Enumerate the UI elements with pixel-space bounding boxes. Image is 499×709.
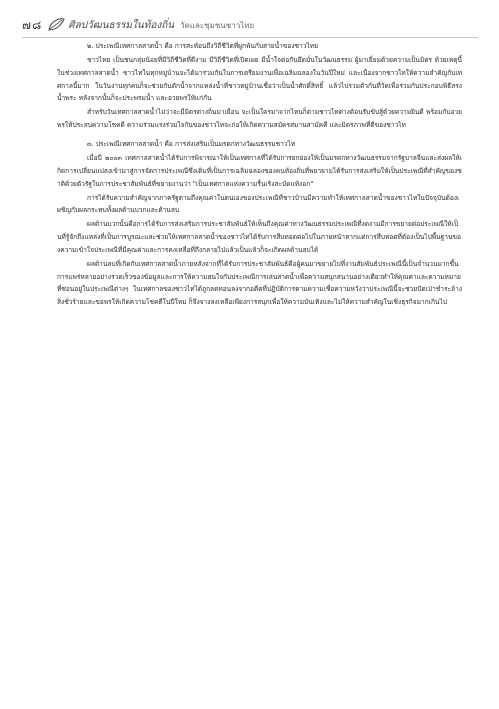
paragraph: การได้รับความสำคัญจากภาครัฐตามถึงคุณค่าในตนเองของประเพณีที่ชาวบ้านมีความทำให้เทศกาลสาดน้ำของชาวไทในปัจจุบันต้องเผชิญกับผลกระทบทั้งผลด้านบวกและด้านลบ <box>57 193 460 215</box>
body-text <box>57 40 462 310</box>
running-subtitle: วัดและชุมชนชาวไทย <box>180 20 255 30</box>
paragraph: ชาวไทย เป็นชนกลุ่มน้อยที่มีวิถีชีวิตที่ดีงาม มีวิถีชีวิตที่เปิดเผย มีน้ำใจต่อกันยึดมั่นในวัฒนธรรม ผู้มาเยี่ยมด้วยความเป็นมิตร ด้วยเหตุนี้ในช่วงเทศกาลสาดน้ำ ชาวไทในทุกหมู่บ้านจะได้มาร่วมกันในการเตรียมงานเพื่อเฉลิมฉลองในวันปีใหม่ และเนื่องจากชาวไทให้ความสำคัญกับเทศกาลนี้มาก ในวันงานทุกคนก็จะช่วยกันตักน้ำจากแหล่งน้ำที่ชาวหมู่บ้านเชื่อว่าเป็นน้ำศักดิ์สิทธิ์ แล้วไปรวมตัวกันที่วัดเพื่อร่วมกันประกอบพิธีสรงน้ำพระ หลังจากนั้นก็จะประพรมน้ำ และอวยพรให้แก่กัน <box>57 56 462 103</box>
paragraph: เมื่อปี ๒๐๐๓ เทศกาลสาดน้ำได้รับการพิจารณาให้เป็นเทศกาลที่ได้รับการยกย่องให้เป็นมรดกทางวัฒนธรรมจากรัฐบาลจีนและส่งผลให้เกิดการเปลี่ยนแปลงเข้ามาสู่การจัดการประเพณีซึ่งเดิมที่เป็นการเฉลิมฉลองของคนท้องถิ่นที่พยายามได้รับการส่งเสริมให้เป็นประเพณีที่สำคัญของชาติด้วยตัวรัฐในการประชาสัมพันธ์ที่ขยายงานว่า "เป็นเทศกาลแห่งความรื่นเริงสะบัดแท้งอก" <box>57 154 462 188</box>
paragraph: สำหรับวันเทศกาลสาดน้ำไม่ว่าจะมีมิตรต่างถิ่นมาเยือน จะเป็นใครมาจากไหนก็ตามชาวไทต่างต้อนรับขับสู้ด้วยความยินดี พร้อมกับอวยพรให้ประสบความโชคดี ความร่วมแรงร่วมใจกันของชาวไทจะก่อให้เกิดความสมัครสมานสามัคคี และมิตรภาพที่ดีของชาวไท <box>57 108 462 129</box>
leaf-ornament-icon <box>46 15 66 35</box>
section-heading-2: ๒. ประเพณีเทศกาลสาดน้ำ คือ การสะท้อนถึงวิถีชีวิตที่ผูกพันกับสายน้ำของชาวไทย <box>87 42 318 50</box>
section-heading-3: ๓. ประเพณีเทศกาลสาดน้ำ คือ การส่งเสริมเป็นมรดกทางวัฒนธรรมชาวไท <box>87 140 296 149</box>
paragraph: ผลด้านบวกนั้นคือการได้รับการส่งเสริมการประชาสัมพันธ์ให้เห็นถึงคุณค่าทางวัฒนธรรมประเพณีที่งดงามมีการขยายต่อประเพณีให้เป็นที่รู้จักถึงแหล่งที่เป็นการบูรณะและช่วยให้เทศกาลสาดน้ำของชาวไทได้รับการสืบทอดต่อไปในภายหน้าหากแต่การสืบทอดที่ต้องเป็นไปพื้นฐานของความเข้าใจประเพณีที่มีคุณค่าและการคงเหลือที่ถึงกลายไปแล้วเป็นแล้วก็จะเกิดผลด้านลบได้ <box>57 220 461 254</box>
page-header <box>22 14 482 36</box>
page-number: ๗๘ <box>22 17 43 32</box>
paragraph: ผลด้านลบที่เกิดกับเทศกาลสาดน้ำภายหลังจากที่ได้รับการประชาสัมพันธ์คือผู้คนมาขยายไปที่งานสัมพันธ์ประเพณีนี้เป็นจำนวนมากขึ้น การแพร่หลายอย่างรวดเร็วของข้อมูลและการให้ความสนใจกับประเพณีการเล่นสาดน้ำเพื่อความสนุกสนานอย่างเดียวทำให้คุณค่าและความหมายที่ซ่อนอยู่ในประเพณีต่างๆ ในเทศกาลของชาวไทได้ถูกลดทอนลงจากอดีตที่ปฏิบัติการตามความเชื่อความหวังว่าประเพณีนี้จะช่วยปัดเป่าชำระล้างสิ่งชั่วร้ายและขอพรให้เกิดความโชคดีในปีใหม่ ก็จึงจางลงเหลือเพียงการสนุกเพื่อให้ความบันเทิงและไม่ให้ความสำคัญในเชิงธุรกิจมากเกินไป <box>57 259 462 307</box>
running-title: ศิลปวัฒนธรรมในท้องถิ่น <box>68 19 175 31</box>
header-divider <box>22 37 478 38</box>
